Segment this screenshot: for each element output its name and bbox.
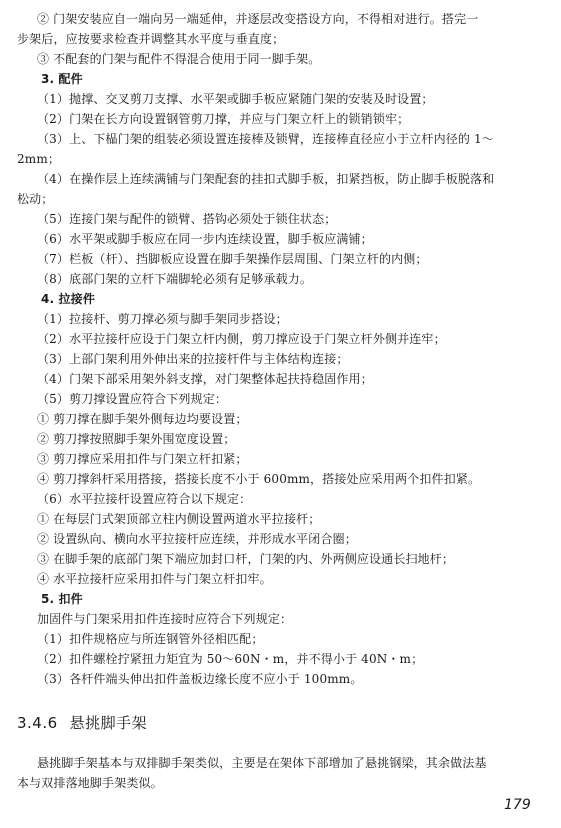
text-line: （7）栏板（杆）、挡脚板应设置在脚手架操作层周围、门架立杆的内侧； [37, 252, 428, 266]
text-line: （2）扣件螺栓拧紧扭力矩宜为 50～60N・m，并不得小于 40N・m； [37, 652, 424, 666]
text-line: ③ 不配套的门架与配件不得混合使用于同一脚手架。 [37, 52, 321, 66]
text-line: （1）抛撑、交叉剪刀支撑、水平架或脚手板应紧随门架的安装及时设置； [37, 92, 434, 106]
text-line: 松动； [17, 192, 54, 206]
text-line: 本与双排落地脚手架类似。 [17, 776, 163, 790]
text-line: ② 剪刀撑按照脚手架外围宽度设置； [37, 432, 236, 446]
text-line: （3）上、下榀门架的组装必须设置连接棒及锁臂，连接棒直径应小于立杆内径的 1～ [37, 132, 494, 146]
text-line: （3）上部门架利用外伸出来的拉接杆件与主体结构连接； [37, 352, 349, 366]
text-line: （6）水平拉接杆设置应符合以下规定： [37, 492, 252, 506]
page-number: 179 [504, 797, 531, 813]
text-line: ③ 剪刀撑应采用扣件与门架立杆扣紧； [37, 452, 248, 466]
text-line: （4）门架下部采用架外斜支撑，对门架整体起扶持稳固作用； [37, 372, 373, 386]
subheading-couplers: 5. 扣件 [41, 592, 83, 606]
text-line: 步架后，应按要求检查并调整其水平度与垂直度； [17, 32, 285, 46]
subheading-fittings: 3. 配件 [41, 72, 83, 86]
text-line: （1）扣件规格应与所连钢管外径相匹配； [37, 632, 264, 646]
text-line: （8）底部门架的立杆下端脚轮必须有足够承载力。 [37, 272, 313, 286]
text-line: ② 设置纵向、横向水平拉接杆应连续，并形成水平闭合圈； [37, 532, 357, 546]
section-number: 3.4.6 [17, 714, 58, 732]
text-line: （4）在操作层上连续满铺与门架配套的挂扣式脚手板，扣紧挡板，防止脚手板脱落和 [37, 172, 495, 186]
text-line: （1）拉接杆、剪刀撑必须与脚手架同步搭设； [37, 312, 288, 326]
text-line: ① 剪刀撑在脚手架外侧每边均要设置； [37, 412, 248, 426]
section-heading [17, 713, 147, 733]
subheading-tie-members: 4. 拉接件 [41, 292, 95, 306]
text-line: （3）各杆件端头伸出扣件盖板边缘长度不应小于 100mm。 [37, 672, 363, 686]
text-line: ② 门架安装应自一端向另一端延伸，并逐层改变搭设方向，不得相对进行。搭完一 [37, 12, 479, 26]
text-line: ① 在每层门式架顶部立柱内侧设置两道水平拉接杆； [37, 512, 321, 526]
text-line: （2）门架在长方向设置钢管剪刀撑，并应与门架立杆上的锁销锁牢； [37, 112, 410, 126]
text-line: （5）剪刀撑设置应符合下列规定： [37, 392, 228, 406]
text-line: 加固件与门架采用扣件连接时应符合下列规定： [37, 612, 293, 626]
text-line: ④ 水平拉接杆应采用扣件与门架立杆扣牢。 [37, 572, 272, 586]
text-line: 悬挑脚手架基本与双排脚手架类似，主要是在架体下部增加了悬挑钢梁，其余做法基 [37, 756, 487, 770]
section-title: 悬挑脚手架 [69, 714, 148, 732]
text-line: （6）水平架或脚手板应在同一步内连续设置，脚手板应满铺； [37, 232, 373, 246]
text-line: （5）连接门架与配件的锁臂、搭钩必须处于锁住状态； [37, 212, 337, 226]
text-line: 2mm； [17, 152, 60, 166]
text-line: （2）水平拉接杆应设于门架立杆内侧，剪刀撑应设于门架立杆外侧并连牢； [37, 332, 446, 346]
text-line: ③ 在脚手架的底部门架下端应加封口杆，门架的内、外两侧应设通长扫地杆； [37, 552, 455, 566]
text-line: ④ 剪刀撑斜杆采用搭接，搭接长度不小于 600mm，搭接处应采用两个扣件扣紧。 [37, 472, 481, 486]
